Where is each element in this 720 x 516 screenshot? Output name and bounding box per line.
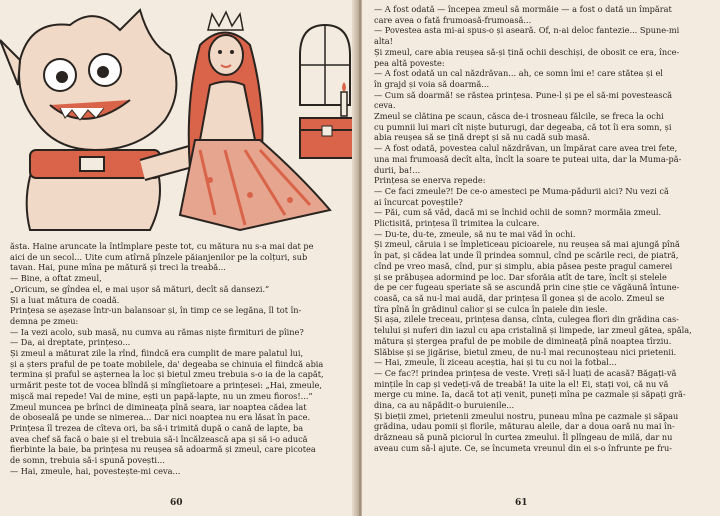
- text-line: și a șters praful de pe toate mobilele, da' degeaba se chinuia el fiindcă abia: [10, 358, 324, 369]
- text-line: ceva.: [374, 100, 396, 111]
- text-line: Și a luat mătura de coadă.: [10, 294, 120, 305]
- text-line: dina, ca au năpădit-o buruienile...: [374, 400, 515, 411]
- text-line: Zmeul se clătina pe scaun, căsca de-i trosneau fălcile, se freca la ochi: [374, 111, 664, 122]
- text-line: — A fost odată — începea zmeul să mormăie — a fost o dată un împărat: [374, 4, 672, 14]
- text-line: drăzneau să pună piciorul în curtea zmeului. Îl plîngeau de milă, dar nu: [374, 432, 673, 443]
- text-line: — Hai, zmeule, îi ziceau aceștia, hai și tu cu noi la fotbal...: [374, 357, 617, 368]
- text-line: Slăbise și se jigărise, bietul zmeu, de nu-l mai recunoșteau nici prietenii.: [374, 346, 677, 357]
- left-page-text: [10, 241, 343, 476]
- text-line: urmărit peste tot de vocea blîndă și mîngîietoare a prințesei: „Hai, zmeule,: [10, 380, 322, 391]
- right-page: [362, 0, 720, 516]
- text-line: avea chef să facă o baie și el trebuia să-i încălzească apa și să i-o aducă: [10, 433, 308, 444]
- text-line: „Oricum, se gîndea el, e mai ușor să mături, decît să dansezi.”: [10, 283, 270, 294]
- page-number: 61: [515, 498, 528, 508]
- text-line: mințile în cap și vedeți-vă de treabă! Ia uite la el! Ei, stați voi, că nu vă: [374, 378, 669, 389]
- text-line: Și bieții zmei, prietenii zmeului nostru, puneau mîna pe cazmale și săpau: [374, 410, 679, 421]
- text-line: în pat, și cădea lat unde îl prindea somnul, cînd pe scările reci, de piatră,: [374, 250, 679, 261]
- text-line: — A fost odată, povestea calul năzdrăvan, un împărat care avea trei fete,: [374, 143, 678, 154]
- text-line: abia reușea să se țină drept și să nu cadă sub masă.: [374, 132, 591, 143]
- text-line: fierbinte la baie, ba prințesa nu reușea să adoarmă și zmeul, care picotea: [10, 444, 316, 455]
- text-line: Zmeul muncea pe brînci de dimineața pînă seara, iar noaptea cădea lat: [10, 401, 307, 412]
- text-line: — Păi, cum să văd, dacă mi se închid ochii de somn? mormăia zmeul.: [374, 207, 662, 218]
- chest-icon: [300, 118, 356, 158]
- text-line: alta!: [374, 36, 393, 47]
- text-line: — A fost odată un cal năzdrăvan... ah, ce somn îmi e! care stătea și el: [374, 68, 663, 79]
- text-line: cu pumnii lui mari cît niște buturugi, dar degeaba, că tot îi era somn, și: [374, 121, 672, 132]
- text-line: care avea o fată frumoasă-frumoasă...: [374, 14, 532, 25]
- text-line: Și zmeul, căruia i se împleticeau picioarele, nu reușea să mai ajungă pînă: [374, 239, 680, 250]
- text-line: coasă, ca să nu-l mai audă, dar prințesa îl gonea și de acolo. Zmeul se: [374, 292, 665, 303]
- text-line: — Povestea asta mi-ai spus-o și aseară. Of, n-ai deloc fantezie... Spune-mi: [374, 25, 680, 36]
- text-line: Prințesa îl trezea de cîteva ori, ba să-i trimită după o cană de lapte, ba: [10, 422, 304, 433]
- text-line: — Ce faci zmeule?! De ce-o amesteci pe Muma-pădurii aici? Nu vezi că: [374, 185, 669, 196]
- text-line: Și zmeul a măturat zile la rînd, fiindcă era cumplit de mare palatul lui,: [10, 348, 304, 359]
- text-line: una mai frumoasă decît alta, încît la soare te puteai uita, dar la Muma-pă-: [374, 153, 682, 164]
- text-line: de somn, trebuia să-i spună povești...: [10, 455, 165, 466]
- text-line: tavan. Hai, pune mîna pe mătură și treci la treabă...: [10, 262, 226, 273]
- text-line: — Cum să doarmă! se răstea prințesa. Pune-l și pe el să-mi povestească: [374, 89, 673, 100]
- text-line: ai încurcat poveștile?: [374, 196, 463, 207]
- text-line: aici de un secol... Uite cum atîrnă pînzele păianjenilor pe la colțuri, sub: [10, 251, 308, 262]
- text-line: de pe cer fugeau speriate să se ascundă prin cine știe ce văgăună întune-: [374, 282, 680, 293]
- text-line: și se prăbușea adormind pe loc. Dar sforăia atît de tare, încît și stelele: [374, 271, 667, 282]
- text-line: — Ia vezi acolo, sub masă, nu cumva au rămas niște firmituri de pîine?: [10, 326, 304, 337]
- page-number: 60: [170, 498, 183, 508]
- right-page-text: [374, 4, 706, 454]
- text-line: telului și nuferi din iazul cu apa cristalină și limpede, iar zmeul gătea, spăla,: [374, 325, 692, 336]
- text-line: — Bine, a oftat zmeul,: [10, 273, 102, 284]
- text-line: Și zmeul, care abia reușea să-și țină ochii deschiși, de obosit ce era, înce-: [374, 46, 680, 57]
- text-line: de oboseală pe unde se nimerea... Dar nici noaptea nu era lăsat în pace.: [10, 412, 311, 423]
- text-line: — Da, ai dreptate, prințeso...: [10, 337, 131, 348]
- text-line: cînd pe vreo masă, cînd, pur și simplu, abia păsea peste pragul camerei: [374, 260, 673, 271]
- text-line: ăsta. Haine aruncate la întîmplare peste tot, cu mătura nu s-a mai dat pe: [10, 241, 314, 251]
- story-illustration: [0, 0, 358, 240]
- text-line: demna pe zmeu:: [10, 315, 79, 326]
- text-line: Și așa, zilele treceau, prințesa dansa, cînta, culegea flori din grădina cas-: [374, 314, 679, 325]
- text-line: grădina, udau pomii și florile, măturau aleile, dar a doua oară nu mai în-: [374, 421, 675, 432]
- text-line: mătura și ștergea praful de pe mobile de dimineață pînă noaptea tîrziu.: [374, 335, 672, 346]
- text-line: mișcă mai repede! Vai de mine, ești un papă-lapte, nu un zmeu fioros!...”: [10, 390, 313, 401]
- text-line: pea altă poveste:: [374, 57, 445, 68]
- text-line: — Hai, zmeule, hai, povestește-mi ceva...: [10, 465, 181, 476]
- text-line: Prințesa se așezase într-un balansoar și, în timp ce se legăna, îl tot în-: [10, 305, 302, 316]
- text-line: Prințesa se enerva repede:: [374, 175, 486, 186]
- text-line: merge cu mine. Ia, dacă tot ați venit, puneți mîna pe cazmale și săpați gră-: [374, 389, 686, 400]
- text-line: — Du-te, du-te, zmeule, să nu te mai văd în ochi.: [374, 228, 576, 239]
- text-line: — Ce fac?! prindea prințesa de veste. Vreți să-l luați de acasă? Băgați-vă: [374, 367, 677, 378]
- text-line: tîra pînă în grădinul calior și se culca în paiele din iesle.: [374, 303, 608, 314]
- left-page: [0, 0, 358, 516]
- text-line: termina și praful se așternea la loc și bietul zmeu trebuia s-o ia de la capăt,: [10, 369, 324, 380]
- text-line: aveau cum să-l ajute. Ce, se încumeta vreunul din ei s-o înfrunte pe fru-: [374, 442, 673, 453]
- text-line: durii, ba!...: [374, 164, 421, 175]
- text-line: Plictisită, prințesa îl trimitea la culcare.: [374, 218, 540, 229]
- text-line: în grajd și voia să doarmă...: [374, 78, 490, 89]
